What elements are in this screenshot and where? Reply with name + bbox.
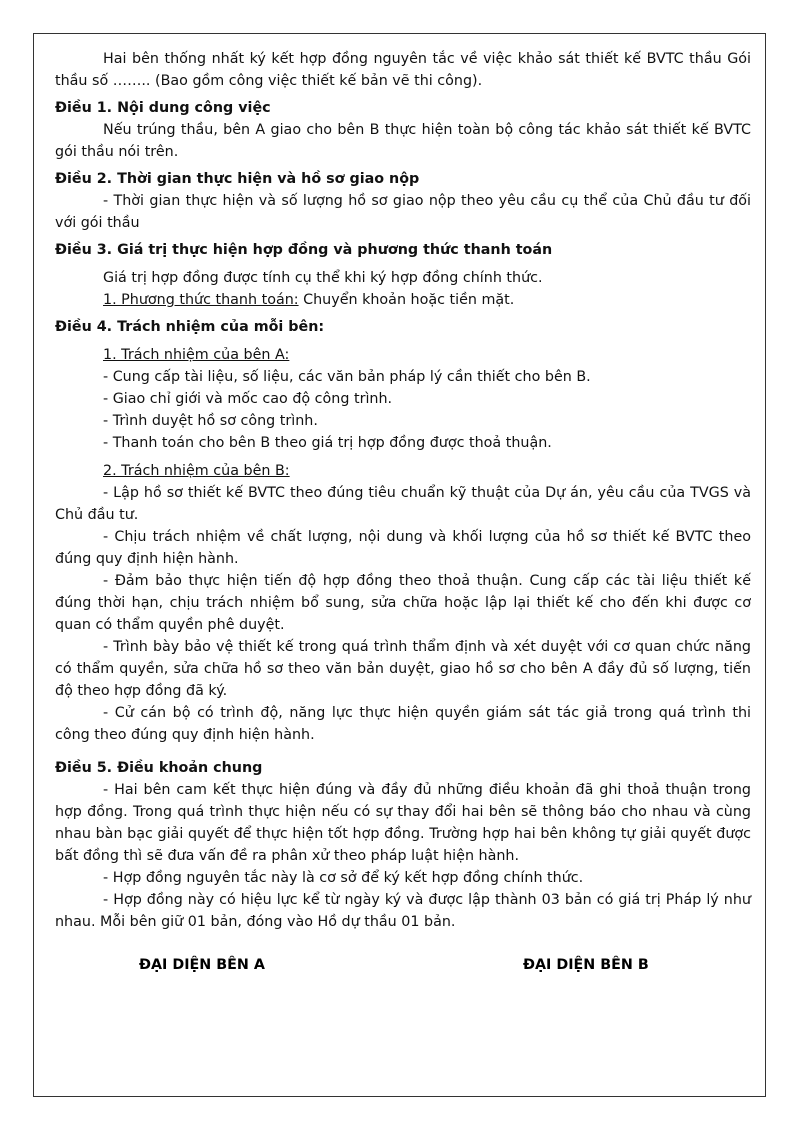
party-b-item: - Cử cán bộ có trình độ, năng lực thực hiện quyền giám sát tác giả trong quá trình thi công theo đúng quy định hiện hành. bbox=[55, 705, 751, 743]
article-4-title: Điều 4. Trách nhiệm của mỗi bên: bbox=[55, 319, 325, 335]
party-a-item: - Giao chỉ giới và mốc cao độ công trình. bbox=[103, 391, 393, 407]
document-body bbox=[55, 48, 751, 933]
article-5-title: Điều 5. Điều khoản chung bbox=[55, 760, 263, 776]
article-2-text: - Thời gian thực hiện và số lượng hồ sơ giao nộp theo yêu cầu cụ thể của Chủ đầu tư đối với gói thầu bbox=[55, 193, 751, 231]
general-term: - Hợp đồng này có hiệu lực kể từ ngày ký và được lập thành 03 bản có giá trị Pháp lý như nhau. Mỗi bên giữ 01 bản, đóng vào Hồ dự thầu 01 bản. bbox=[55, 892, 751, 930]
payment-method-value: Chuyển khoản hoặc tiền mặt. bbox=[298, 292, 515, 308]
payment-method bbox=[55, 289, 751, 311]
party-a-item: - Thanh toán cho bên B theo giá trị hợp đồng được thoả thuận. bbox=[103, 435, 552, 451]
signature-party-b: ĐẠI DIỆN BÊN B bbox=[523, 957, 649, 973]
party-b-heading: 2. Trách nhiệm của bên B: bbox=[103, 463, 290, 479]
general-term: - Hợp đồng nguyên tắc này là cơ sở để ký kết hợp đồng chính thức. bbox=[103, 870, 584, 886]
payment-method-label: 1. Phương thức thanh toán: bbox=[103, 292, 299, 308]
article-1-text: Nếu trúng thầu, bên A giao cho bên B thực hiện toàn bộ công tác khảo sát thiết kế BVTC gói thầu nói trên. bbox=[55, 122, 751, 160]
article-3-title: Điều 3. Giá trị thực hiện hợp đồng và phương thức thanh toán bbox=[55, 242, 553, 258]
party-a-heading: 1. Trách nhiệm của bên A: bbox=[103, 347, 290, 363]
party-a-item: - Cung cấp tài liệu, số liệu, các văn bản pháp lý cần thiết cho bên B. bbox=[103, 369, 591, 385]
signature-party-a: ĐẠI DIỆN BÊN A bbox=[139, 957, 265, 973]
intro-paragraph: Hai bên thống nhất ký kết hợp đồng nguyên tắc về việc khảo sát thiết kế BVTC thầu Gói thầu số …….. (Bao gồm công việc thiết kế bản vẽ thi công). bbox=[55, 51, 751, 89]
article-3-text: Giá trị hợp đồng được tính cụ thể khi ký hợp đồng chính thức. bbox=[103, 270, 543, 286]
party-b-item: - Chịu trách nhiệm về chất lượng, nội dung và khối lượng của hồ sơ thiết kế BVTC theo đúng quy định hiện hành. bbox=[55, 529, 751, 567]
general-term: - Hai bên cam kết thực hiện đúng và đầy đủ những điều khoản đã ghi thoả thuận trong hợp đồng. Trong quá trình thực hiện nếu có sự thay đổi hai bên sẽ thông báo cho nhau và cùng nhau bàn bạc giải quyết để thực hiện tốt hợp đồng. Trường hợp hai bên không tự giải quyết được bất đồng thì sẽ đưa vấn đề ra phân xử theo pháp luật hiện hành. bbox=[55, 782, 751, 864]
party-b-item: - Lập hồ sơ thiết kế BVTC theo đúng tiêu chuẩn kỹ thuật của Dự án, yêu cầu của TVGS và Chủ đầu tư. bbox=[55, 485, 751, 523]
party-b-item: - Đảm bảo thực hiện tiến độ hợp đồng theo thoả thuận. Cung cấp các tài liệu thiết kế đúng thời hạn, chịu trách nhiệm bổ sung, sửa chữa hoặc lập lại thiết kế cho đến khi được cơ quan có thẩm quyền phê duyệt. bbox=[55, 573, 751, 633]
party-b-item: - Trình bày bảo vệ thiết kế trong quá trình thẩm định và xét duyệt với cơ quan chức năng có thẩm quyền, sửa chữa hồ sơ theo văn bản duyệt, giao hồ sơ cho bên A đầy đủ số lượng, tiến độ theo hợp đồng đã ký. bbox=[55, 639, 751, 699]
party-a-item: - Trình duyệt hồ sơ công trình. bbox=[103, 413, 318, 429]
article-1-title: Điều 1. Nội dung công việc bbox=[55, 100, 271, 116]
article-2-title: Điều 2. Thời gian thực hiện và hồ sơ giao nộp bbox=[55, 171, 420, 187]
